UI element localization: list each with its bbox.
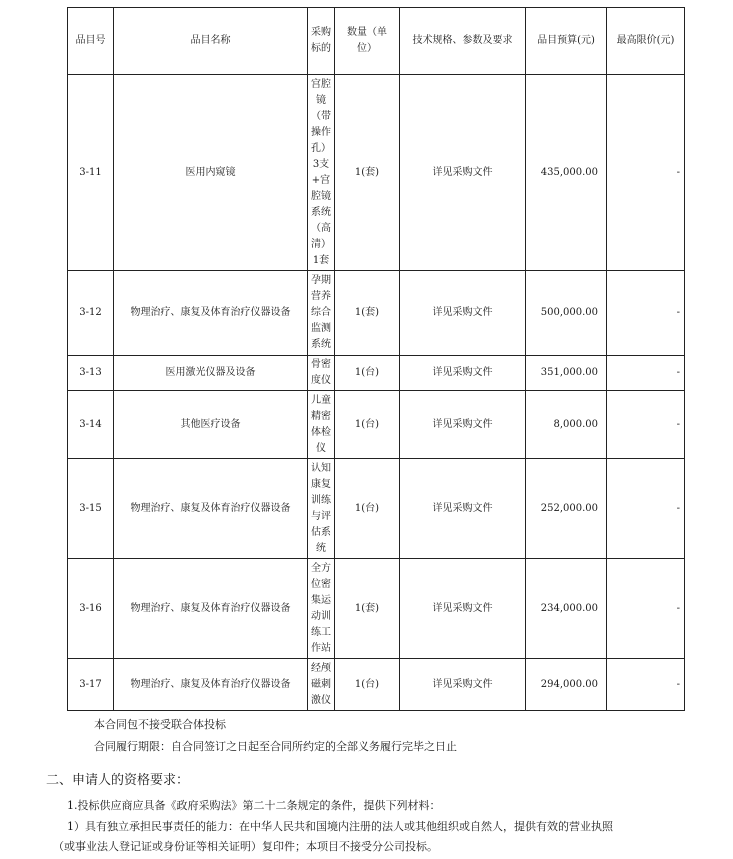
max-price: - [607, 391, 685, 459]
budget: 435,000.00 [526, 75, 607, 271]
header-budget: 品目预算(元) [526, 8, 607, 75]
procured-item: 儿童精密体检仪 [308, 391, 335, 459]
procured-item: 认知康复训练与评估系统 [308, 459, 335, 559]
table-row [68, 659, 685, 711]
spec: 详见采购文件 [400, 559, 526, 659]
quantity: 1(台) [335, 356, 400, 391]
quantity: 1(台) [335, 391, 400, 459]
max-price: - [607, 659, 685, 711]
header-max-price: 最高限价(元) [607, 8, 685, 75]
table-row [68, 459, 685, 559]
procured-item: 骨密度仪 [308, 356, 335, 391]
table-row [68, 356, 685, 391]
consortium-note: 本合同包不接受联合体投标 [94, 718, 226, 731]
header-spec: 技术规格、参数及要求 [400, 8, 526, 75]
item-name: 医用激光仪器及设备 [114, 356, 308, 391]
procured-item: 宫腔镜（带操作孔）3支+宫腔镜系统（高清）1套 [308, 75, 335, 271]
item-name: 物理治疗、康复及体育治疗仪器设备 [114, 559, 308, 659]
budget: 252,000.00 [526, 459, 607, 559]
max-price: - [607, 356, 685, 391]
quantity: 1(台) [335, 659, 400, 711]
item-name: 医用内窥镜 [114, 75, 308, 271]
procured-item: 经颅磁刺激仪 [308, 659, 335, 711]
table-header-row [68, 8, 685, 75]
budget: 294,000.00 [526, 659, 607, 711]
max-price: - [607, 75, 685, 271]
procurement-table [67, 7, 685, 711]
spec: 详见采购文件 [400, 271, 526, 356]
spec: 详见采购文件 [400, 391, 526, 459]
requirement-item-1: 1.投标供应商应具备《政府采购法》第二十二条规定的条件，提供下列材料： [67, 799, 441, 812]
contract-period-note: 合同履行期限：自合同签订之日起至合同所约定的全部义务履行完毕之日止 [94, 740, 457, 753]
quantity: 1(套) [335, 75, 400, 271]
table-row [68, 271, 685, 356]
procured-item: 孕期营养综合监测系统 [308, 271, 335, 356]
table-row [68, 559, 685, 659]
section-heading: 二、申请人的资格要求： [46, 773, 190, 788]
procured-item: 全方位密集运动训练工作站 [308, 559, 335, 659]
item-name: 物理治疗、康复及体育治疗仪器设备 [114, 659, 308, 711]
item-name: 其他医疗设备 [114, 391, 308, 459]
item-no: 3-12 [68, 271, 114, 356]
item-no: 3-15 [68, 459, 114, 559]
spec: 详见采购文件 [400, 356, 526, 391]
header-item-name: 品目名称 [114, 8, 308, 75]
max-price: - [607, 559, 685, 659]
item-no: 3-17 [68, 659, 114, 711]
budget: 351,000.00 [526, 356, 607, 391]
spec: 详见采购文件 [400, 75, 526, 271]
quantity: 1(台) [335, 459, 400, 559]
item-no: 3-16 [68, 559, 114, 659]
table-row [68, 75, 685, 271]
requirement-item-1-1-continued: （或事业法人登记证或身份证等相关证明）复印件；本项目不接受分公司投标。 [53, 840, 438, 853]
item-name: 物理治疗、康复及体育治疗仪器设备 [114, 459, 308, 559]
header-quantity: 数量（单位） [335, 8, 400, 75]
item-no: 3-14 [68, 391, 114, 459]
item-name: 物理治疗、康复及体育治疗仪器设备 [114, 271, 308, 356]
spec: 详见采购文件 [400, 659, 526, 711]
max-price: - [607, 271, 685, 356]
header-item-no: 品目号 [68, 8, 114, 75]
spec: 详见采购文件 [400, 459, 526, 559]
header-procured: 采购标的 [308, 8, 335, 75]
budget: 8,000.00 [526, 391, 607, 459]
item-no: 3-13 [68, 356, 114, 391]
requirement-item-1-1: 1）具有独立承担民事责任的能力：在中华人民共和国境内注册的法人或其他组织或自然人，提供有效的营业执照 [67, 820, 613, 833]
max-price: - [607, 459, 685, 559]
budget: 500,000.00 [526, 271, 607, 356]
table-row [68, 391, 685, 459]
quantity: 1(套) [335, 559, 400, 659]
item-no: 3-11 [68, 75, 114, 271]
quantity: 1(套) [335, 271, 400, 356]
budget: 234,000.00 [526, 559, 607, 659]
